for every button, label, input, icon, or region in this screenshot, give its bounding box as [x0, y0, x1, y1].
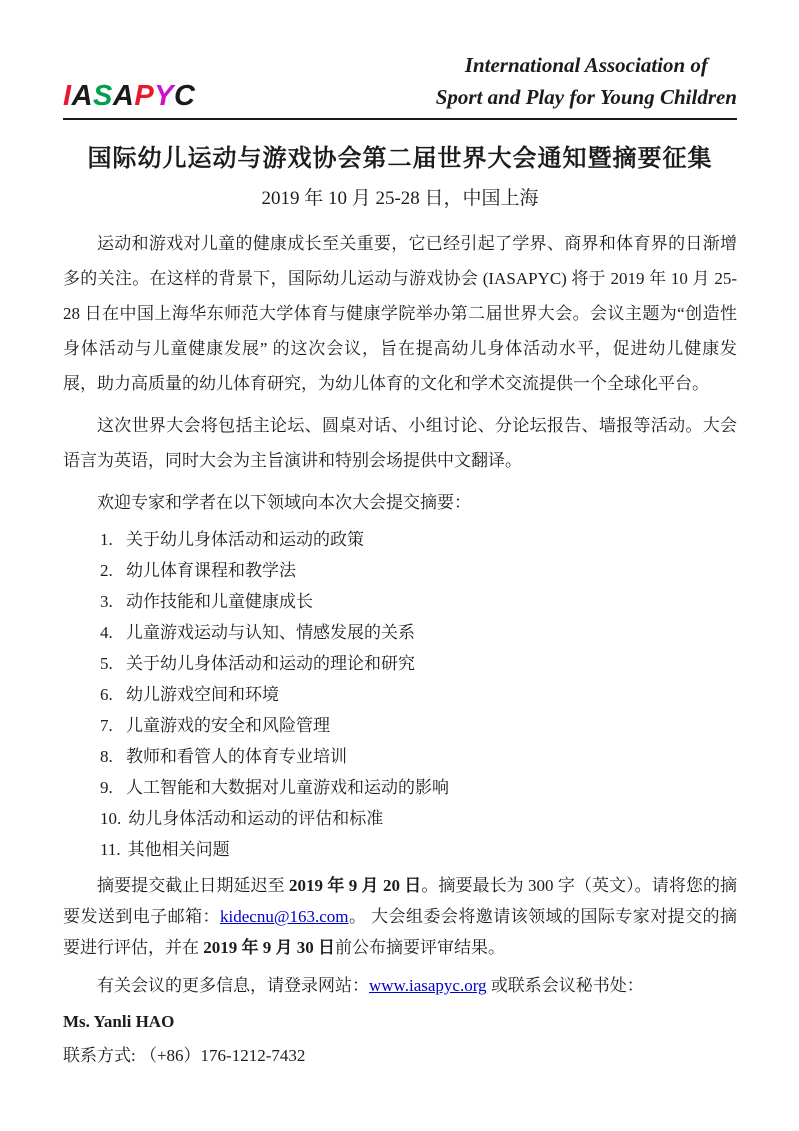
logo-letter: A — [71, 80, 94, 112]
topic-text: 儿童游戏运动与认知、情感发展的关系 — [126, 623, 415, 642]
logo-letter: A — [112, 80, 135, 112]
topic-number: 1. — [100, 530, 113, 549]
paragraph-intro: 运动和游戏对儿童的健康成长至关重要，它已经引起了学界、商界和体育界的日渐增多的关注。在这样的背景下，国际幼儿运动与游戏协会 (IASAPYC) 将于 2019 年 10 月 25-28 日在中国上海华东师范大学体育与健康学院举办第二届世界大会。会议主题为“创造性身体活动与儿童健康发展” 的这次会议，旨在提高幼儿身体活动水平，促进幼儿健康发展，助力高质量的幼儿体育研究，为幼儿体育的文化和学术交流提供一个全球化平台。 — [63, 234, 737, 393]
topic-number: 7. — [100, 716, 113, 735]
paragraph-abstract-submission — [63, 870, 737, 963]
contact-name: Ms. Yanli HAO — [63, 1012, 175, 1031]
topic-item — [100, 684, 737, 706]
topic-item — [100, 622, 737, 644]
topic-item — [100, 653, 737, 675]
abstract-result-date: 2019 年 9 月 30 日 — [203, 938, 335, 957]
abstract-text: 前公布摘要评审结果。 — [335, 938, 505, 957]
paragraph-program: 这次世界大会将包括主论坛、圆桌对话、小组讨论、分论坛报告、墙报等活动。大会语言为英语，同时大会为主旨演讲和特别会场提供中文翻译。 — [63, 416, 737, 470]
logo-letter: I — [63, 80, 72, 112]
topic-text: 其他相关问题 — [127, 840, 230, 859]
contact-phone: 联系方式: （+86）176-1212-7432 — [63, 1046, 306, 1065]
organization-name-line2: Sport and Play for Young Children — [435, 84, 737, 109]
organization-name-line1: International Association of — [464, 53, 708, 77]
topic-item — [100, 839, 737, 861]
topic-list — [63, 529, 737, 861]
abstract-text: 。摘要最长为 300 字（英文）。请将您的摘要发送到电子邮箱： — [63, 876, 738, 926]
topic-text: 关于幼儿身体活动和运动的政策 — [126, 530, 364, 549]
abstract-text: 。 大会组委会将邀请该领域的国际专家对提交的摘要进行评估，并在 — [63, 907, 738, 957]
topic-text: 动作技能和儿童健康成长 — [126, 592, 313, 611]
topic-number: 4. — [100, 623, 113, 642]
topic-text: 关于幼儿身体活动和运动的理论和研究 — [126, 654, 415, 673]
paragraph-invitation: 欢迎专家和学者在以下领域向本次大会提交摘要： — [97, 493, 471, 512]
website-link[interactable]: www.iasapyc.org — [369, 976, 487, 995]
iasapyc-logo — [63, 82, 195, 113]
topic-item — [100, 529, 737, 551]
abstract-deadline-date: 2019 年 9 月 20 日 — [289, 876, 422, 895]
organization-name — [436, 50, 737, 113]
topic-text: 幼儿游戏空间和环境 — [126, 685, 279, 704]
topic-item — [100, 560, 737, 582]
topic-number: 3. — [100, 592, 113, 611]
logo-letter: C — [174, 80, 196, 112]
topic-text: 儿童游戏的安全和风险管理 — [126, 716, 330, 735]
info-text: 有关会议的更多信息，请登录网站： — [97, 976, 369, 995]
logo-letter: S — [93, 80, 113, 112]
topic-item — [100, 715, 737, 737]
topic-item — [100, 808, 737, 830]
topic-text: 幼儿身体活动和运动的评估和标准 — [128, 809, 384, 828]
topic-item — [100, 591, 737, 613]
topic-item — [100, 777, 737, 799]
topic-number: 2. — [100, 561, 113, 580]
topic-text: 幼儿体育课程和教学法 — [126, 561, 296, 580]
email-link[interactable]: kidecnu@163.com — [220, 907, 349, 926]
topic-number: 6. — [100, 685, 113, 704]
info-text: 或联系会议秘书处： — [486, 976, 644, 995]
topic-number: 8. — [100, 747, 113, 766]
doc-header — [63, 50, 737, 120]
topic-item — [100, 746, 737, 768]
logo-letter: Y — [154, 80, 174, 112]
logo-letter: P — [134, 80, 155, 112]
topic-number: 9. — [100, 778, 113, 797]
abstract-text: 摘要提交截止日期延迟至 — [97, 876, 290, 895]
topic-text: 人工智能和大数据对儿童游戏和运动的影响 — [126, 778, 449, 797]
topic-number: 5. — [100, 654, 113, 673]
page-subtitle: 2019 年 10 月 25-28 日，中国上海 — [261, 188, 539, 209]
topic-number: 11. — [100, 840, 121, 859]
page-title: 国际幼儿运动与游戏协会第二届世界大会通知暨摘要征集 — [87, 146, 713, 172]
topic-number: 10. — [100, 809, 122, 828]
paragraph-more-info — [63, 970, 737, 1001]
topic-text: 教师和看管人的体育专业培训 — [126, 747, 347, 766]
